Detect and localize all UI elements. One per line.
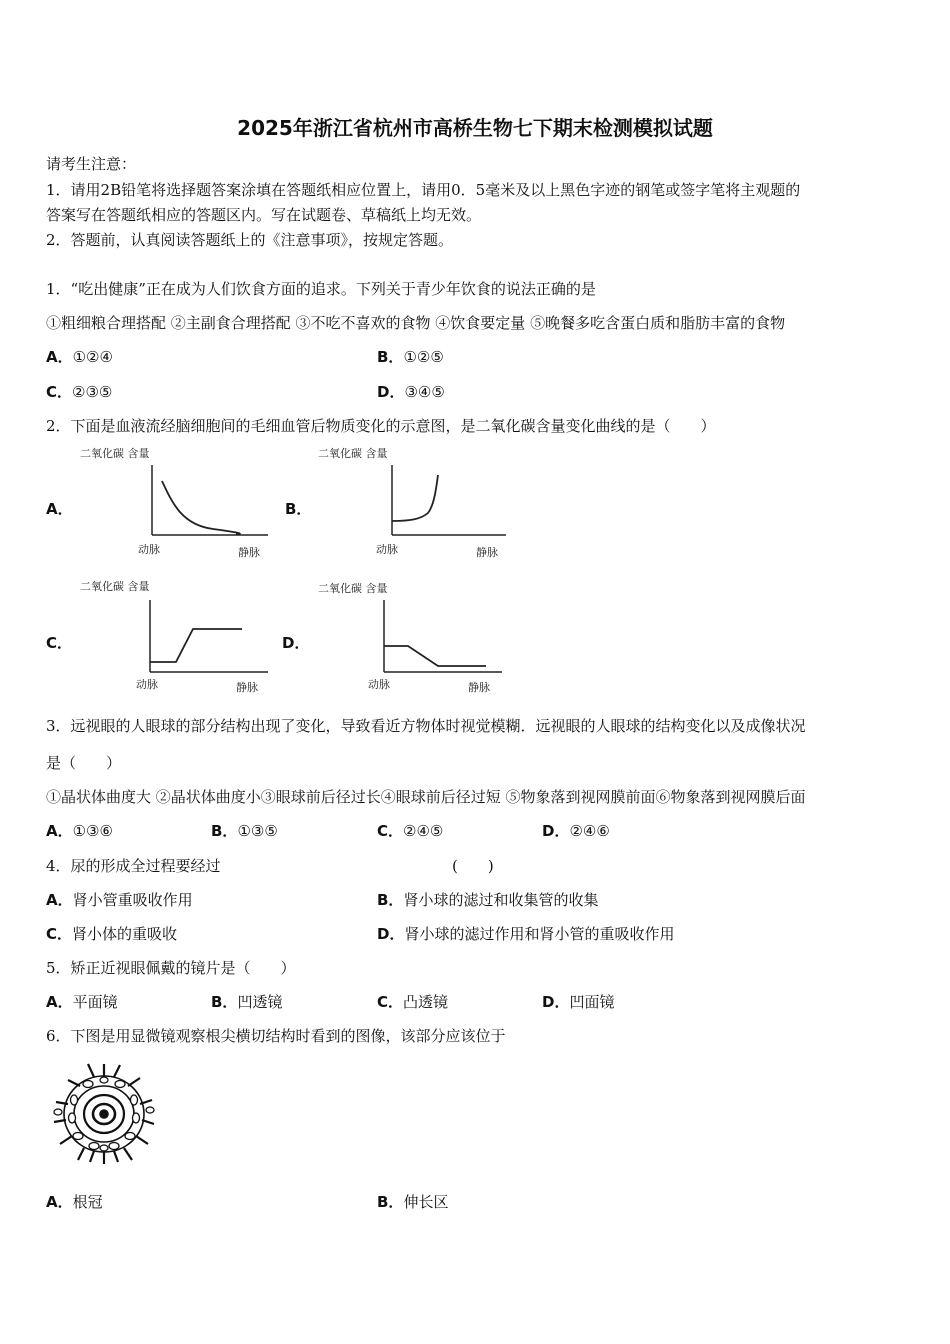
option-letter: A．: [46, 993, 73, 1011]
option-text: 凹面镜: [569, 993, 615, 1011]
q5-option-d[interactable]: [542, 991, 614, 1012]
option-letter: C．: [377, 993, 404, 1011]
option-text: 肾小管重吸收作用: [72, 891, 193, 909]
q4-option-a[interactable]: [46, 889, 193, 910]
option-text: ②④⑤: [403, 822, 444, 840]
option-text: ③④⑤: [404, 383, 445, 401]
graph-curve: [162, 481, 240, 534]
option-letter: C．: [46, 383, 73, 401]
q5-stem: 5．矫正近视眼佩戴的镜片是（ ）: [46, 959, 296, 977]
q2-option-c-label[interactable]: C．: [46, 634, 73, 652]
option-text: 平面镜: [72, 993, 118, 1011]
option-letter: B．: [211, 993, 238, 1011]
q6-option-a[interactable]: [46, 1191, 103, 1212]
q2-option-a-label[interactable]: A．: [46, 500, 73, 518]
option-text: 肾小球的滤过和收集管的收集: [403, 891, 599, 909]
q1-statements: ①粗细粮合理搭配 ②主副食合理搭配 ③不吃不喜欢的食物 ④饮食要定量 ⑤晚餐多吃含蛋白质和脂肪丰富的食物: [46, 314, 786, 332]
q4-stem: 4．尿的形成全过程要经过: [46, 857, 221, 875]
q2-option-b-label[interactable]: B．: [285, 500, 312, 518]
page-title: 2025年浙江省杭州市高桥生物七下期末检测模拟试题: [237, 116, 713, 140]
q6-option-b[interactable]: [377, 1191, 448, 1212]
graph-x-start: 动脉: [138, 543, 160, 556]
graph-x-end: 静脉: [236, 681, 258, 693]
q1-option-a[interactable]: [46, 346, 113, 367]
q3-stem-cont: 是（ ）: [46, 754, 122, 772]
graph-x-end: 静脉: [476, 546, 498, 559]
q2-stem: 2．下面是血液流经脑细胞间的毛细血管后物质变化的示意图，是二氧化碳含量变化曲线的是（ ）: [46, 417, 716, 435]
option-text: 根冠: [72, 1193, 103, 1211]
q4-option-d[interactable]: [377, 923, 674, 944]
graph-y-label: 二氧化碳 含量: [80, 580, 150, 593]
option-text: 肾小体的重吸收: [72, 925, 178, 943]
q3-option-b[interactable]: [211, 820, 278, 841]
graph-y-label: 二氧化碳 含量: [80, 447, 150, 460]
notice-item-1-cont: 答案写在答题纸相应的答题区内。写在试题卷、草稿纸上均无效。: [46, 206, 482, 224]
option-letter: D．: [377, 383, 405, 401]
graph-curve: [392, 475, 438, 521]
graph-x-start: 动脉: [376, 543, 398, 556]
graph-curve: [384, 646, 486, 666]
option-letter: B．: [211, 822, 238, 840]
q1-option-c[interactable]: [46, 381, 112, 402]
graph-x-end: 静脉: [238, 546, 260, 559]
option-letter: A．: [46, 1193, 73, 1211]
option-text: ①③⑥: [72, 822, 113, 840]
q2-graph-b: [316, 445, 516, 560]
root-cross-section-image: [48, 1058, 178, 1173]
option-letter: B．: [377, 891, 404, 909]
graph-x-start: 动脉: [136, 678, 158, 691]
notice-heading: 请考生注意：: [46, 155, 137, 173]
q3-stem: 3．远视眼的人眼球的部分结构出现了变化，导致看近方物体时视觉模糊．远视眼的人眼球的结构变化以及成像状况: [46, 717, 806, 735]
option-text: ①③⑤: [237, 822, 278, 840]
option-text: ①②⑤: [403, 348, 444, 366]
notice-item-1: 1．请用2B铅笔将选择题答案涂填在答题纸相应位置上，请用0．5毫米及以上黑色字迹的钢笔或签字笔将主观题的: [46, 181, 801, 199]
graph-x-start: 动脉: [368, 678, 390, 691]
option-text: ②③⑤: [72, 383, 113, 401]
q4-option-c[interactable]: [46, 923, 177, 944]
q5-option-a[interactable]: [46, 991, 118, 1012]
option-letter: D．: [542, 993, 570, 1011]
option-text: 凸透镜: [403, 993, 449, 1011]
q1-stem: 1．“吃出健康”正在成为人们饮食方面的追求。下列关于青少年饮食的说法正确的是: [46, 280, 596, 298]
option-letter: D．: [377, 925, 405, 943]
q6-stem: 6．下图是用显微镜观察根尖横切结构时看到的图像，该部分应该位于: [46, 1027, 506, 1045]
option-letter: A．: [46, 891, 73, 909]
q1-option-d[interactable]: [377, 381, 445, 402]
q4-option-b[interactable]: [377, 889, 598, 910]
q2-option-d-label[interactable]: D．: [282, 634, 310, 652]
graph-curve: [150, 629, 242, 662]
q3-option-d[interactable]: [542, 820, 610, 841]
q3-statements: ①晶状体曲度大 ②晶状体曲度小③眼球前后径过长④眼球前后径过短 ⑤物象落到视网膜前面⑥物象落到视网膜后面: [46, 788, 806, 806]
graph-y-label: 二氧化碳 含量: [318, 447, 388, 460]
q3-option-c[interactable]: [377, 820, 443, 841]
q3-option-a[interactable]: [46, 820, 113, 841]
graph-y-label: 二氧化碳 含量: [318, 582, 388, 595]
q5-option-c[interactable]: [377, 991, 448, 1012]
q2-graph-a: [78, 445, 278, 560]
option-letter: A．: [46, 822, 73, 840]
option-letter: A．: [46, 348, 73, 366]
option-letter: D．: [542, 822, 570, 840]
q5-option-b[interactable]: [211, 991, 282, 1012]
graph-x-end: 静脉: [468, 681, 490, 693]
option-letter: C．: [377, 822, 404, 840]
option-text: 凹透镜: [237, 993, 283, 1011]
option-letter: C．: [46, 925, 73, 943]
q2-graph-c: [78, 578, 278, 693]
option-letter: B．: [377, 348, 404, 366]
q4-answer-bracket: ( ): [452, 857, 494, 875]
q1-option-b[interactable]: [377, 346, 444, 367]
option-text: ①②④: [72, 348, 113, 366]
option-text: 伸长区: [403, 1193, 449, 1211]
q2-graph-d: [316, 578, 516, 693]
option-text: 肾小球的滤过作用和肾小管的重吸收作用: [404, 925, 675, 943]
option-text: ②④⑥: [569, 822, 610, 840]
option-letter: B．: [377, 1193, 404, 1211]
notice-item-2: 2．答题前，认真阅读答题纸上的《注意事项》，按规定答题。: [46, 231, 454, 249]
